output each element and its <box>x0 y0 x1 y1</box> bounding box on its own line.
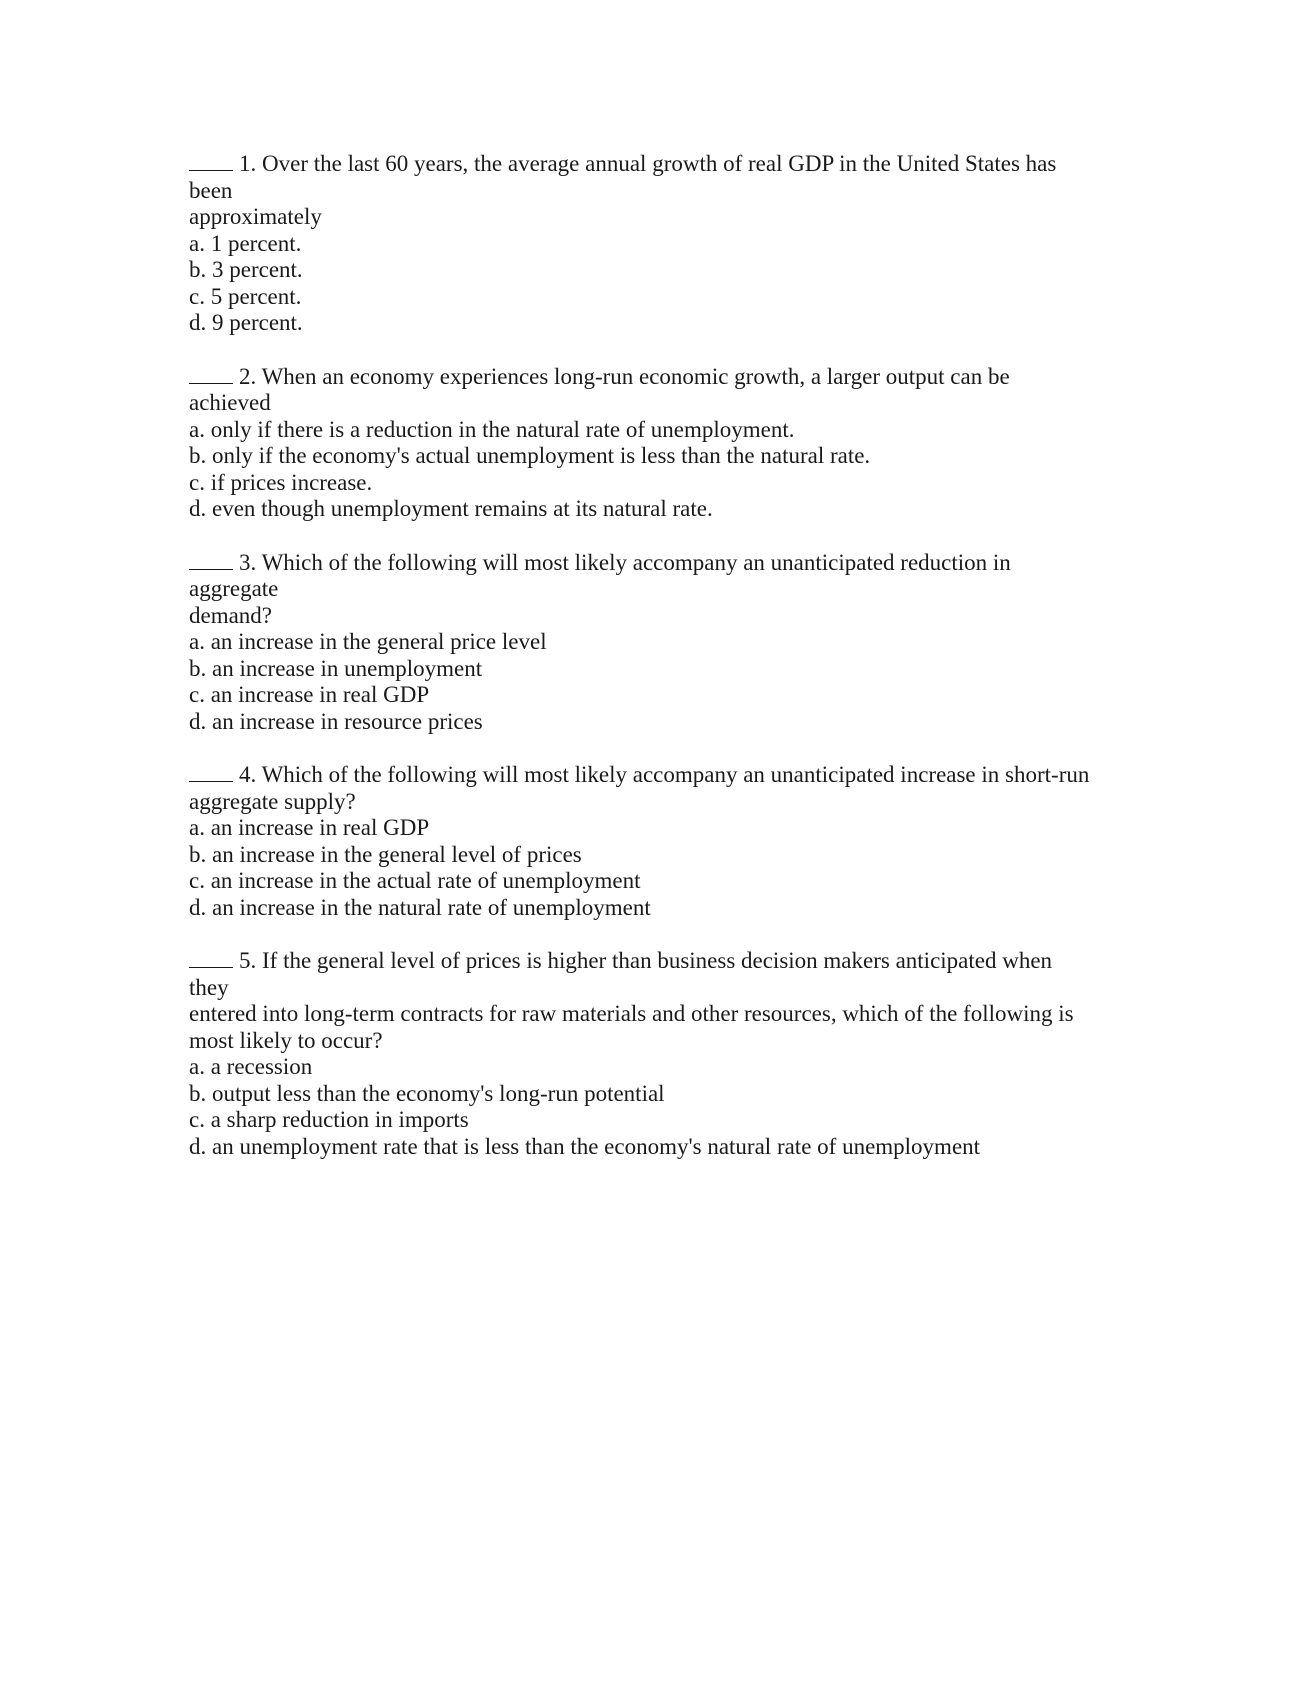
answer-blank[interactable] <box>189 763 233 782</box>
question-4 <box>189 762 1149 921</box>
answer-blank[interactable] <box>189 551 233 570</box>
answer-option: c. 5 percent. <box>189 283 302 309</box>
answer-option: b. only if the economy's actual unemployment is less than the natural rate. <box>189 443 871 468</box>
answer-option: b. an increase in unemployment <box>189 655 483 681</box>
question-stem-continuation: achieved <box>189 390 271 415</box>
question-5 <box>189 948 1149 1160</box>
answer-option: d. an increase in the natural rate of unemployment <box>189 894 651 920</box>
answer-option: d. 9 percent. <box>189 310 303 335</box>
answer-option: c. if prices increase. <box>189 469 373 495</box>
answer-option: b. 3 percent. <box>189 257 303 282</box>
question-stem-continuation: approximately <box>189 204 322 229</box>
question-2 <box>189 364 1149 523</box>
question-stem-text: 2. When an economy experiences long-run economic growth, a larger output can be <box>239 363 1010 389</box>
question-stem-continuation: they <box>189 974 229 1000</box>
answer-option: c. a sharp reduction in imports <box>189 1107 469 1132</box>
question-stem-text: 5. If the general level of prices is higher than business decision makers anticipated when <box>239 948 1053 973</box>
answer-blank[interactable] <box>189 152 233 171</box>
question-stem <box>189 762 1149 789</box>
answer-option: d. an unemployment rate that is less than the economy's natural rate of unemployment <box>189 1133 981 1159</box>
answer-option: a. an increase in real GDP <box>189 815 430 840</box>
question-stem-continuation: most likely to occur? <box>189 1027 383 1053</box>
question-stem-text: 4. Which of the following will most likely accompany an unanticipated increase in short-run <box>239 762 1090 787</box>
answer-blank[interactable] <box>189 365 233 384</box>
question-stem-continuation: demand? <box>189 602 273 628</box>
answer-option: d. an increase in resource prices <box>189 708 483 734</box>
answer-option: a. a recession <box>189 1054 313 1079</box>
question-stem <box>189 550 1149 577</box>
question-stem <box>189 151 1149 178</box>
answer-option: c. an increase in the actual rate of unemployment <box>189 868 641 893</box>
question-stem-text: 1. Over the last 60 years, the average annual growth of real GDP in the United States has <box>239 151 1057 176</box>
answer-option: c. an increase in real GDP <box>189 682 430 707</box>
question-stem <box>189 948 1149 975</box>
answer-blank[interactable] <box>189 949 233 968</box>
question-stem-continuation: aggregate <box>189 576 279 601</box>
answer-option: b. output less than the economy's long-run potential <box>189 1080 665 1106</box>
answer-option: a. an increase in the general price level <box>189 629 547 654</box>
question-3 <box>189 550 1149 736</box>
question-stem-continuation: entered into long-term contracts for raw materials and other resources, which of the following is <box>189 1001 1074 1026</box>
question-stem-text: 3. Which of the following will most likely accompany an unanticipated reduction in <box>239 549 1011 575</box>
quiz-page <box>189 151 1149 1187</box>
question-stem-continuation: aggregate supply? <box>189 788 356 814</box>
answer-option: a. 1 percent. <box>189 230 302 256</box>
answer-option: a. only if there is a reduction in the natural rate of unemployment. <box>189 416 795 442</box>
question-stem-continuation: been <box>189 177 233 203</box>
question-stem <box>189 364 1149 391</box>
answer-option: b. an increase in the general level of prices <box>189 841 582 867</box>
question-1 <box>189 151 1149 337</box>
answer-option: d. even though unemployment remains at its natural rate. <box>189 496 713 521</box>
